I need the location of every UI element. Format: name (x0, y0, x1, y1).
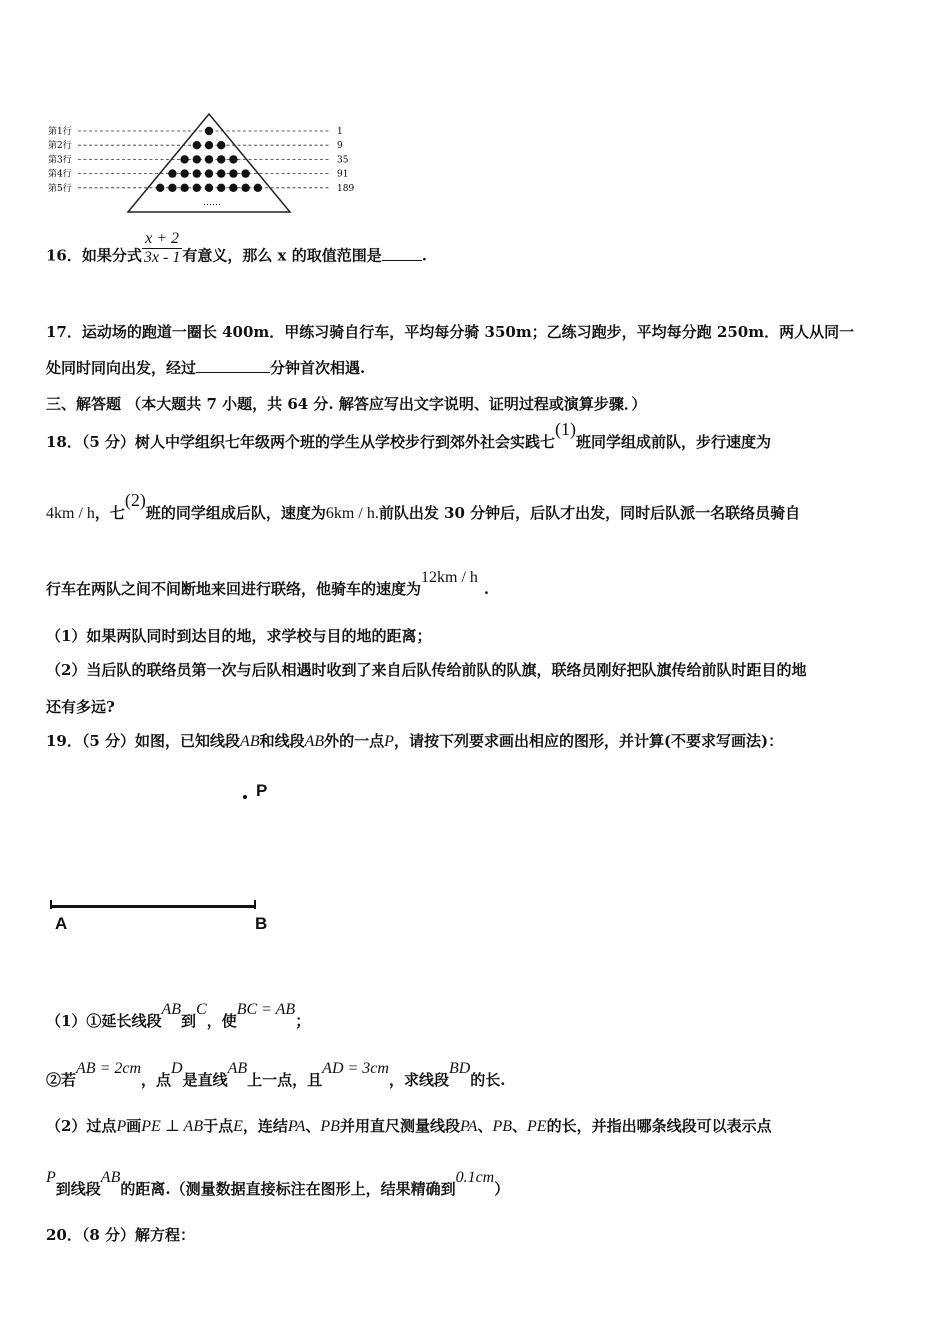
q19-s3-a: （2）过点 (46, 1117, 117, 1135)
q16-number: 16． (46, 246, 82, 265)
q19-s3-c: 于点 (203, 1117, 234, 1135)
q19-s1-d: ，使 (206, 1012, 237, 1030)
triangle-row-label: 第3行 (48, 155, 72, 166)
triangle-dot (193, 169, 201, 177)
q19-s3-e: E (233, 1118, 243, 1135)
q19-s2-eq1: AB = 2cm (76, 1060, 142, 1077)
q19-s3-pe2: PE (527, 1118, 547, 1135)
triangle-row-label: 第1行 (48, 127, 72, 137)
q19-s3-pa2: PA (459, 1118, 478, 1135)
triangle-row-label: 第2行 (48, 141, 72, 152)
triangle-dot (180, 169, 188, 177)
q19-s3-g: 的长，并指出哪条线段可以表示点 (546, 1117, 772, 1135)
q18-line3-end: . (483, 580, 490, 598)
q18-speed1: 4km / h (46, 505, 95, 522)
q19-s3-sep2: 、 (477, 1117, 493, 1135)
q18-speed3: 12km / h (421, 569, 478, 586)
q16-frac-num: x + 2 (142, 230, 182, 249)
triangle-dot (205, 127, 213, 135)
q19-s3-sep3: 、 (512, 1117, 528, 1135)
q19-s1-ab: AB (161, 1001, 181, 1018)
triangle-dot (241, 184, 249, 192)
point-a-label: A (55, 914, 68, 933)
section-3-title: 三、解答题 （本大题共 7 小题，共 64 分. 解答应写出文字说明、证明过程或演算步骤．） (46, 395, 647, 413)
q18-speed2: 6km / h. (325, 505, 379, 522)
q19-ab1: AB (240, 733, 260, 750)
q19-s2-g: 的长. (470, 1071, 506, 1089)
q18-line2 (46, 490, 801, 523)
triangle-dot (205, 169, 213, 177)
triangle-dot (241, 169, 249, 177)
q19-intro-c: 外的一点 (324, 732, 385, 750)
q19-sub2 (46, 1060, 506, 1090)
q18-line3-pre: 行车在两队之间不间断地来回进行联络，他骑车的速度为 (46, 580, 422, 598)
q19-intro-d: ，请按下列要求画出相应的图形，并计算(不要求写画法)： (393, 732, 784, 750)
q19-s2-ab: AB (227, 1060, 248, 1077)
triangle-dot (180, 184, 188, 192)
q19-s1-b: 到 (181, 1012, 197, 1030)
triangle-dot (217, 169, 225, 177)
triangle-dot (168, 169, 176, 177)
q17-line2-post: 分钟首次相遇. (270, 359, 366, 377)
triangle-dot (193, 155, 201, 163)
q19-s2-bd: BD (448, 1060, 471, 1077)
q19-sub1 (46, 1001, 311, 1031)
q19-s3-f: 并用直尺测量线段 (339, 1117, 460, 1135)
q19-s1-eq: BC = AB (236, 1001, 296, 1018)
q19-s2-eq2: AD = 3cm (322, 1060, 389, 1077)
triangle-dot (193, 184, 201, 192)
q18-sub2-line1: （2）当后队的联络员第一次与后队相遇时收到了来自后队传给前队的队旗，联络员刚好把队旗传给前队时距目的地 (46, 661, 807, 679)
q17-line2-pre: 处同时同向出发，经过 (46, 359, 197, 377)
triangle-dot (193, 141, 201, 149)
q19-s3-pb: PB (320, 1118, 340, 1135)
q19-s1-a: （1）①延长线段 (46, 1012, 162, 1030)
q19-s4-p: P (46, 1169, 56, 1186)
q19-s2-d: D (171, 1060, 183, 1077)
q18-line2-c: 前队出发 30 分钟后，后队才出发，同时后队派一名联络员骑自 (378, 504, 801, 522)
q19-s3-pe: PE ⊥ AB (141, 1118, 204, 1135)
q17-line2 (46, 357, 365, 378)
q19-ab2: AB (304, 733, 325, 750)
q19-s3-pa: PA (287, 1118, 306, 1135)
q19-s3-pb2: PB (492, 1118, 513, 1135)
q18-class1: (1) (555, 419, 577, 439)
triangle-row-value: 35 (337, 155, 349, 166)
q18-class2: (2) (124, 490, 146, 510)
q16-fraction (142, 230, 182, 267)
q19-s2-f: ，求线段 (388, 1071, 449, 1089)
q19-s4-val: 0.1cm (455, 1169, 495, 1186)
q16-end: . (421, 246, 427, 265)
q18-line3 (46, 569, 490, 599)
triangle-dot (217, 155, 225, 163)
q19-s4-a: 到线段 (55, 1180, 101, 1198)
q19-s4-b: 的距离.（测量数据直接标注在图形上，结果精确到 (120, 1180, 456, 1198)
q19-s1-e: ； (295, 1012, 311, 1030)
q18-line2-a: ，七 (94, 504, 125, 522)
q19-s4-ab: AB (100, 1169, 121, 1186)
triangle-dot (180, 155, 188, 163)
triangle-row-value: 189 (337, 183, 355, 194)
triangle-row-value: 9 (337, 141, 343, 152)
question-16 (46, 230, 427, 275)
q16-post: 有意义，那么 x 的取值范围是 (182, 246, 382, 265)
segment-a-tick (50, 900, 52, 909)
q19-s2-c: 是直线 (182, 1071, 228, 1089)
q19-s3-sep1: 、 (305, 1117, 321, 1135)
q17-line1: 17．运动场的跑道一圈长 400m．甲练习骑自行车，平均每分骑 350m；乙练习跑步，平均每分跑 250m．两人从同一 (46, 323, 855, 341)
triangle-row-value: 91 (337, 169, 349, 180)
q19-s1-c: C (196, 1001, 207, 1018)
q19-p: P (384, 733, 394, 750)
q18-line1 (46, 419, 772, 452)
triangle-dot (254, 184, 262, 192)
q19-sub3 (46, 1115, 772, 1136)
triangle-dot (205, 155, 213, 163)
triangle-row-label: 第5行 (48, 183, 72, 194)
q18-sub2-line2: 还有多远? (46, 698, 115, 716)
q16-pre: 如果分式 (81, 246, 142, 265)
triangle-dot (205, 141, 213, 149)
triangle-dot (229, 155, 237, 163)
segment-b-tick (254, 900, 256, 909)
question-20: 20．（8 分）解方程： (46, 1226, 196, 1244)
q17-answer-blank (196, 358, 270, 373)
q19-s3-b: 画 (126, 1117, 142, 1135)
triangle-row-label: 第4行 (48, 169, 72, 180)
q19-intro-a: 19．（5 分）如图，已知线段 (46, 732, 241, 750)
triangle-dot (229, 184, 237, 192)
triangle-dot (168, 184, 176, 192)
q18-line1-post: 班同学组成前队，步行速度为 (576, 433, 772, 451)
triangle-dot (217, 184, 225, 192)
triangle-dot-figure (40, 112, 370, 218)
q19-s2-e: 上一点，且 (247, 1071, 323, 1089)
point-p-dot (243, 795, 247, 799)
q18-line2-b: 班的同学组成后队，速度为 (145, 504, 326, 522)
triangle-dot (217, 141, 225, 149)
triangle-dot (229, 169, 237, 177)
triangle-row-value: 1 (337, 127, 343, 137)
q19-s2-a: ②若 (46, 1071, 77, 1089)
q19-intro (46, 730, 783, 751)
q16-answer-blank (382, 246, 422, 261)
triangle-dot (156, 184, 164, 192)
q19-s2-b: ，点 (141, 1071, 172, 1089)
q16-frac-den: 3x - 1 (143, 249, 181, 266)
q18-sub1: （1）如果两队同时到达目的地，求学校与目的地的距离； (46, 627, 432, 645)
q19-s3-d: ，连结 (242, 1117, 288, 1135)
q19-s3-p: P (116, 1118, 127, 1135)
point-b-label: B (255, 914, 268, 933)
triangle-dot (205, 184, 213, 192)
q18-line1-pre: 18．（5 分）树人中学组织七年级两个班的学生从学校步行到郊外社会实践七 (46, 433, 556, 451)
q19-intro-b: 和线段 (259, 732, 305, 750)
point-p-label: P (256, 781, 268, 800)
triangle-ellipsis: …… (203, 198, 221, 208)
q19-sub4 (46, 1169, 510, 1199)
q19-s4-c: ） (494, 1180, 510, 1198)
segment-ab (50, 905, 256, 908)
